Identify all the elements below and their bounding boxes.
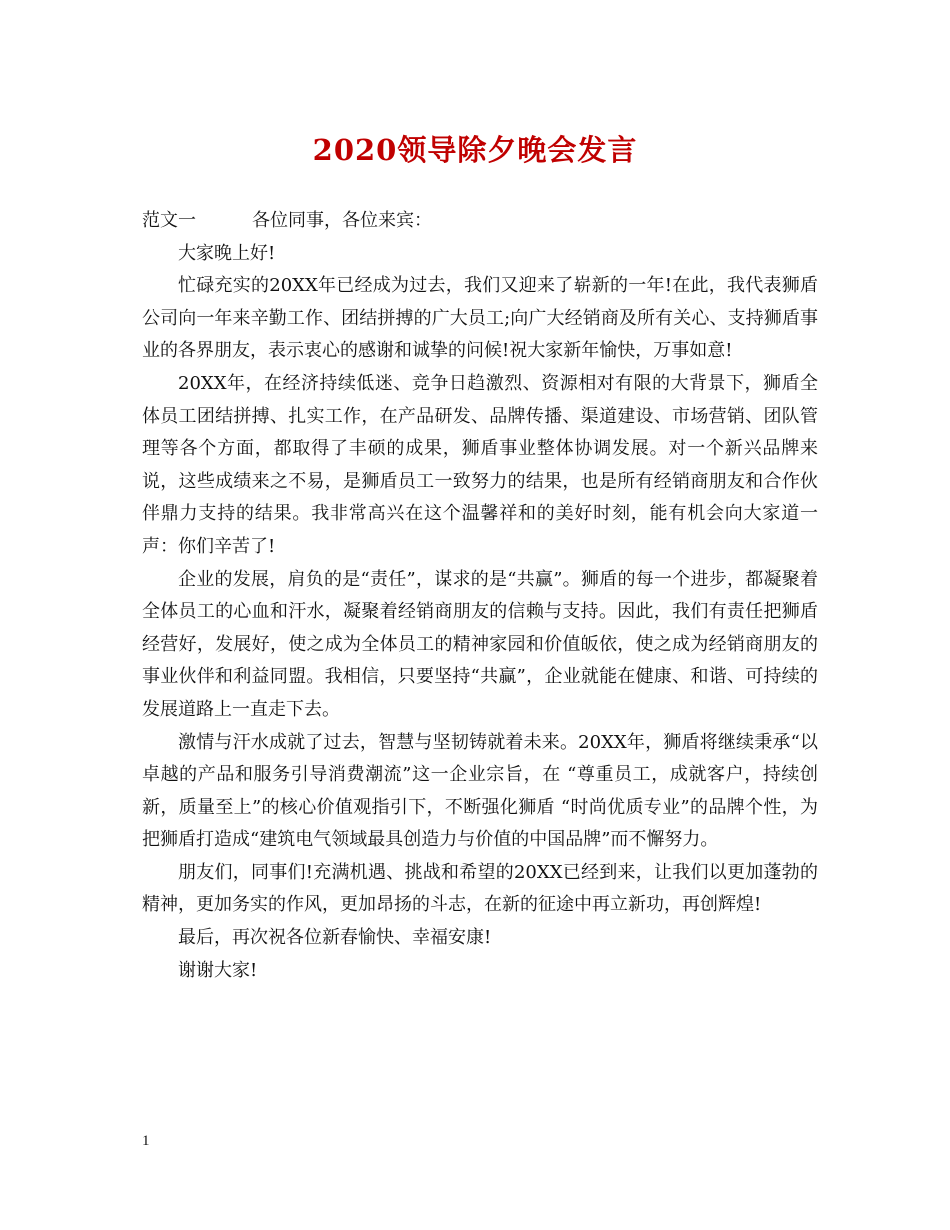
paragraph-4: 企业的发展，肩负的是“责任”，谋求的是“共赢”。狮盾的每一个进步，都凝聚着全体员工的心血和汗水，凝聚着经销商朋友的信赖与支持。因此，我们有责任把狮盾经营好，发展好，使之成为全体员工的精神家园和价值皈依，使之成为经销商朋友的事业伙伴和利益同盟。我相信，只要坚持“共赢”，企业就能在健康、和谐、可持续的发展道路上一直走下去。 <box>142 568 818 720</box>
paragraph-7: 最后，再次祝各位新春愉快、幸福安康! <box>178 927 492 949</box>
paragraph-2: 忙碌充实的20XX年已经成为过去，我们又迎来了崭新的一年!在此，我代表狮盾公司向一年来辛勤工作、团结拼搏的广大员工;向广大经销商及所有关心、支持狮盾事业的各界朋友，表示衷心的感谢和诚挚的问候!祝大家新年愉快，万事如意! <box>142 275 818 362</box>
intro-line <box>142 205 818 238</box>
paragraph-1: 大家晚上好! <box>178 242 276 264</box>
document-title: 2020领导除夕晚会发言 <box>312 133 638 167</box>
paragraph-5: 激情与汗水成就了过去，智慧与坚韧铸就着未来。20XX年，狮盾将继续秉承“以卓越的产品和服务引导消费潮流”这一企业宗旨，在 “尊重员工，成就客户，持续创新，质量至上”的核心价值观指引下，不断强化狮盾 “时尚优质专业”的品牌个性，为把狮盾打造成“建筑电气领域最具创造力与价值的中国品牌”而不懈努力。 <box>142 731 818 851</box>
paragraph-3: 20XX年，在经济持续低迷、竞争日趋激烈、资源相对有限的大背景下，狮盾全体员工团结拼搏、扎实工作，在产品研发、品牌传播、渠道建设、市场营销、团队管理等各个方面，都取得了丰硕的成果，狮盾事业整体协调发展。对一个新兴品牌来说，这些成绩来之不易，是狮盾员工一致努力的结果，也是所有经销商朋友和合作伙伴鼎力支持的结果。我非常高兴在这个温馨祥和的美好时刻，能有机会向大家道一声：你们辛苦了! <box>142 372 818 557</box>
document-body <box>142 205 818 987</box>
page-number: 1 <box>142 1133 150 1149</box>
paragraph-8: 谢谢大家! <box>178 959 258 981</box>
intro-greeting: 各位同事，各位来宾： <box>252 210 432 231</box>
intro-label: 范文一 <box>142 210 196 231</box>
paragraph-6: 朋友们，同事们!充满机遇、挑战和希望的20XX已经到来，让我们以更加蓬勃的精神，更加务实的作风，更加昂扬的斗志，在新的征途中再立新功，再创辉煌! <box>142 861 818 916</box>
